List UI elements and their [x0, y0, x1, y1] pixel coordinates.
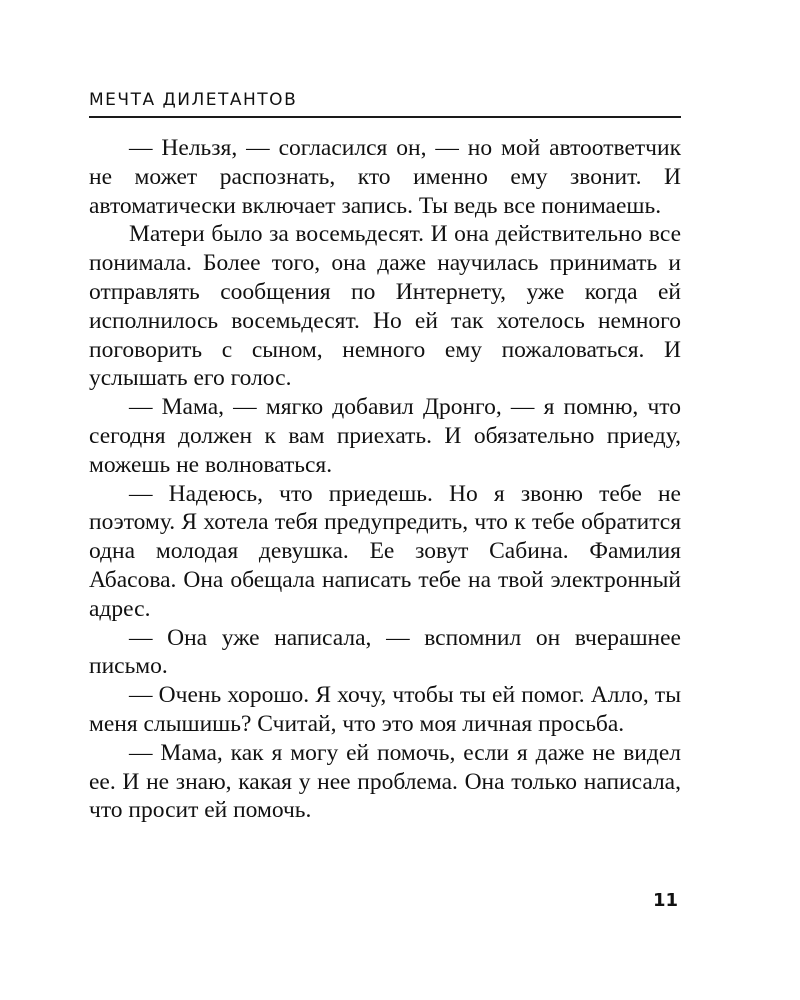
paragraph-7: — Мама, как я могу ей помочь, если я даже не видел ее. И не знаю, какая у нее проблема. Она только написала, что просит ей помочь. — [89, 739, 681, 824]
body-text — [89, 134, 681, 825]
paragraph-4: — Надеюсь, что приедешь. Но я звоню тебе не поэтому. Я хотела тебя предупредить, что к тебе обратится одна молодая девушка. Ее зовут Сабина. Фамилия Абасова. Она обещала написать тебе на твой электронный адрес. — [89, 480, 681, 622]
paragraph-5: — Она уже написала, — вспомнил он вчерашнее письмо. — [89, 624, 681, 680]
paragraph-1: — Нельзя, — согласился он, — но мой автоответчик не может распознать, кто именно ему звонит. И автоматически включает запись. Ты ведь все понимаешь. — [89, 135, 681, 219]
paragraph-2: Матери было за восемьдесят. И она действительно все понимала. Более того, она даже научилась принимать и отправлять сообщения по Интернету, уже когда ей исполнилось восемьдесят. Но ей так хотелось немного поговорить с сыном, немного ему пожаловаться. И услышать его голос. — [89, 221, 681, 392]
running-title: МЕЧТА ДИЛЕТАНТОВ — [89, 90, 298, 110]
paragraph-3: — Мама, — мягко добавил Дронго, — я помню, что сегодня должен к вам приехать. И обязательно приеду, можешь не волноваться. — [89, 394, 681, 478]
page-number: 11 — [652, 890, 678, 911]
running-head — [89, 90, 681, 118]
paragraph-6: — Очень хорошо. Я хочу, чтобы ты ей помог. Алло, ты меня слышишь? Считай, что это моя личная просьба. — [89, 682, 681, 737]
